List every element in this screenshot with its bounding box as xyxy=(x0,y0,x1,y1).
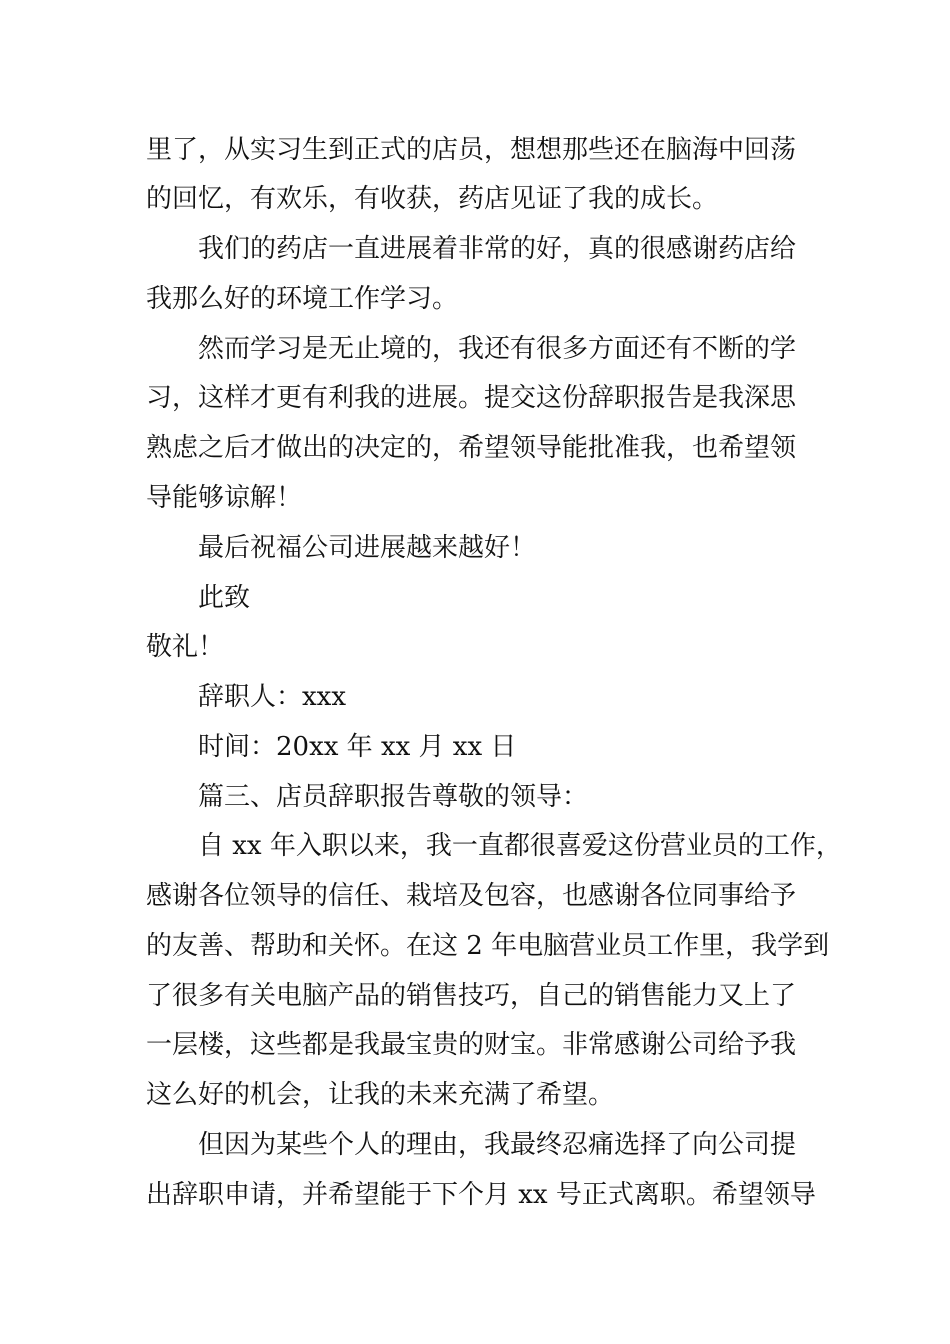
text-line: 感谢各位领导的信任、栽培及包容，也感谢各位同事给予 xyxy=(146,881,797,911)
text-line: 的回忆，有欢乐，有收获，药店见证了我的成长。 xyxy=(146,184,719,214)
text-line: 我那么好的环境工作学习。 xyxy=(146,284,459,314)
text-line: 的友善、帮助和关怀。在这 2 年电脑营业员工作里，我学到 xyxy=(146,931,830,961)
text-line: 了很多有关电脑产品的销售技巧，自己的销售能力又上了 xyxy=(146,981,797,1011)
text-line: 最后祝福公司进展越来越好！ xyxy=(198,533,537,563)
section-heading: 篇三、店员辞职报告尊敬的领导： xyxy=(198,782,589,812)
date-line: 时间：20xx 年 xx 月 xx 日 xyxy=(198,732,517,762)
salutation-closing: 此致 xyxy=(198,583,251,613)
salutation-respect: 敬礼！ xyxy=(146,632,225,662)
text-line: 出辞职申请，并希望能于下个月 xx 号正式离职。希望领导 xyxy=(146,1180,816,1210)
text-line: 熟虑之后才做出的决定的，希望领导能批准我，也希望领 xyxy=(146,433,797,463)
text-line: 然而学习是无止境的，我还有很多方面还有不断的学 xyxy=(198,334,797,364)
text-line: 导能够谅解！ xyxy=(146,483,303,513)
signer-line: 辞职人：xxx xyxy=(198,682,346,712)
text-line: 一层楼，这些都是我最宝贵的财宝。非常感谢公司给予我 xyxy=(146,1030,797,1060)
text-line: 里了，从实习生到正式的店员，想想那些还在脑海中回荡 xyxy=(146,135,797,165)
text-line: 我们的药店一直进展着非常的好，真的很感谢药店给 xyxy=(198,234,797,264)
text-line: 但因为某些个人的理由，我最终忍痛选择了向公司提 xyxy=(198,1130,797,1160)
text-line: 自 xx 年入职以来，我一直都很喜爱这份营业员的工作， xyxy=(198,831,842,861)
text-line: 习，这样才更有利我的进展。提交这份辞职报告是我深思 xyxy=(146,383,797,413)
text-line: 这么好的机会，让我的未来充满了希望。 xyxy=(146,1080,615,1110)
